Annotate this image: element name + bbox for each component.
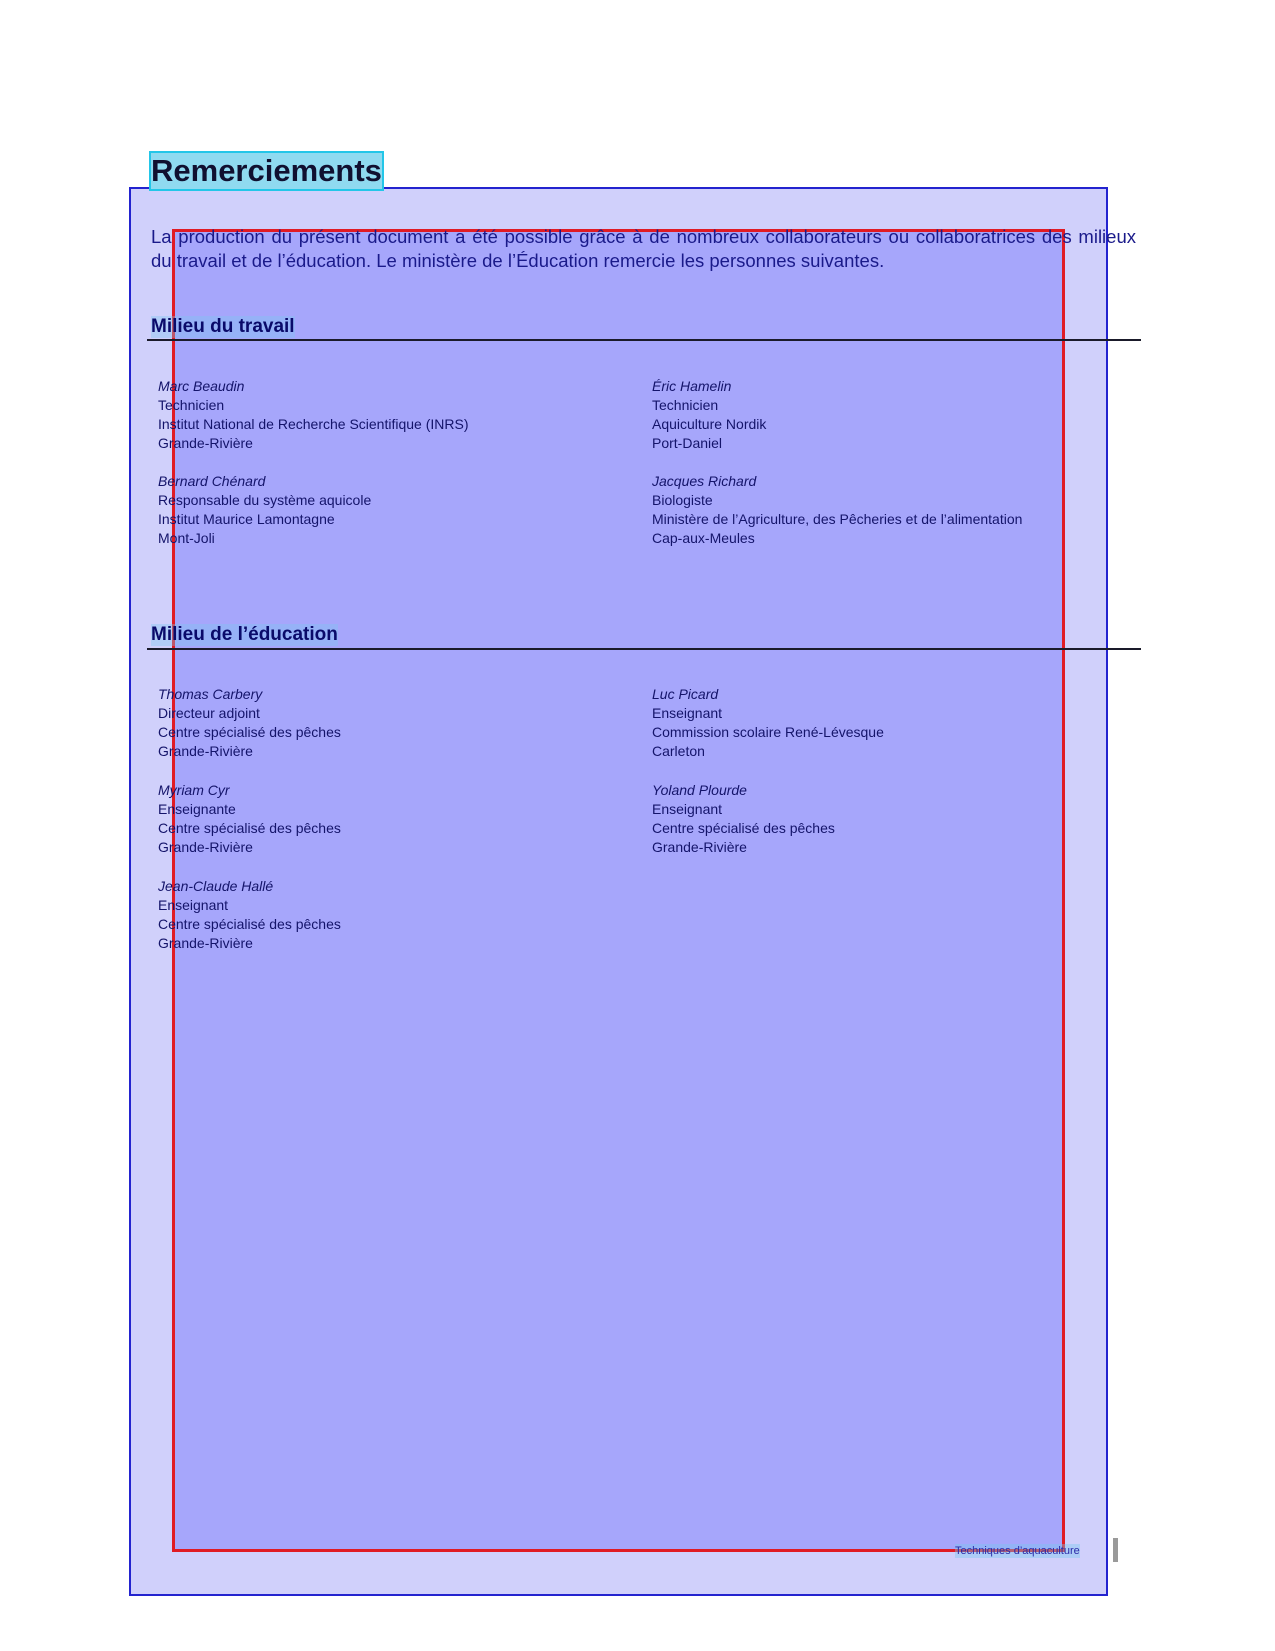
- contact-organization: Centre spécialisé des pêches: [158, 820, 341, 836]
- section-divider: [147, 339, 1141, 341]
- contact-organization: Centre spécialisé des pêches: [652, 820, 835, 836]
- contact-place: Grande-Rivière: [158, 839, 253, 855]
- section-heading-travail: Milieu du travail: [151, 316, 295, 337]
- contact-role: Technicien: [652, 397, 719, 413]
- document-footer: Techniques d’aquaculture: [955, 1545, 1080, 1557]
- contact-organization: Centre spécialisé des pêches: [158, 916, 341, 932]
- contact-place: Port-Daniel: [652, 435, 723, 451]
- contact-organization: Institut Maurice Lamontagne: [158, 511, 335, 527]
- contact-role: Enseignant: [652, 705, 723, 721]
- contact-card: [652, 685, 884, 761]
- contact-place: Grande-Rivière: [158, 743, 253, 759]
- contact-card: [652, 377, 766, 453]
- contact-place: Cap-aux-Meules: [652, 530, 755, 546]
- contact-place: Grande-Rivière: [158, 935, 253, 951]
- intro-paragraph: La production du présent document a été possible grâce à de nombreux collaborateurs ou collaboratrices des milieux du travail et de l’éducation. Le ministère de l’Éducation remercie les personnes suivantes.: [151, 226, 1136, 271]
- section-divider: [147, 648, 1141, 650]
- contact-role: Enseignant: [158, 897, 229, 913]
- contact-name: Luc Picard: [652, 686, 719, 702]
- contact-name: Jacques Richard: [652, 473, 757, 489]
- contact-card: [158, 877, 341, 953]
- contact-role: Responsable du système aquicole: [158, 492, 372, 508]
- contact-role: Enseignant: [652, 801, 723, 817]
- contact-organization: Centre spécialisé des pêches: [158, 724, 341, 740]
- section-heading-education: Milieu de l’éducation: [151, 624, 338, 645]
- contact-organization: Aquiculture Nordik: [652, 416, 767, 432]
- page-marker: [1113, 1538, 1118, 1562]
- contact-place: Carleton: [652, 743, 705, 759]
- contact-name: Marc Beaudin: [158, 378, 245, 394]
- contact-name: Bernard Chénard: [158, 473, 266, 489]
- page-title: Remerciements: [151, 153, 382, 188]
- contact-role: Technicien: [158, 397, 225, 413]
- contact-name: Éric Hamelin: [652, 378, 732, 394]
- contact-card: [158, 377, 468, 453]
- contact-place: Grande-Rivière: [652, 839, 747, 855]
- contact-name: Yoland Plourde: [652, 782, 747, 798]
- contact-organization: Commission scolaire René-Lévesque: [652, 724, 884, 740]
- contact-name: Myriam Cyr: [158, 782, 230, 798]
- contact-place: Grande-Rivière: [158, 435, 253, 451]
- contact-card: [158, 685, 341, 761]
- contact-card: [652, 781, 835, 857]
- contact-card: [158, 472, 371, 548]
- contact-name: Thomas Carbery: [158, 686, 263, 702]
- contact-card: [158, 781, 341, 857]
- contact-organization: Ministère de l’Agriculture, des Pêcheries et de l’alimentation: [652, 511, 1023, 527]
- contact-place: Mont-Joli: [158, 530, 215, 546]
- contact-organization: Institut National de Recherche Scientifique (INRS): [158, 416, 469, 432]
- contact-name: Jean-Claude Hallé: [158, 878, 274, 894]
- contact-role: Biologiste: [652, 492, 713, 508]
- contact-card: [652, 472, 1022, 548]
- contact-role: Directeur adjoint: [158, 705, 260, 721]
- contact-role: Enseignante: [158, 801, 236, 817]
